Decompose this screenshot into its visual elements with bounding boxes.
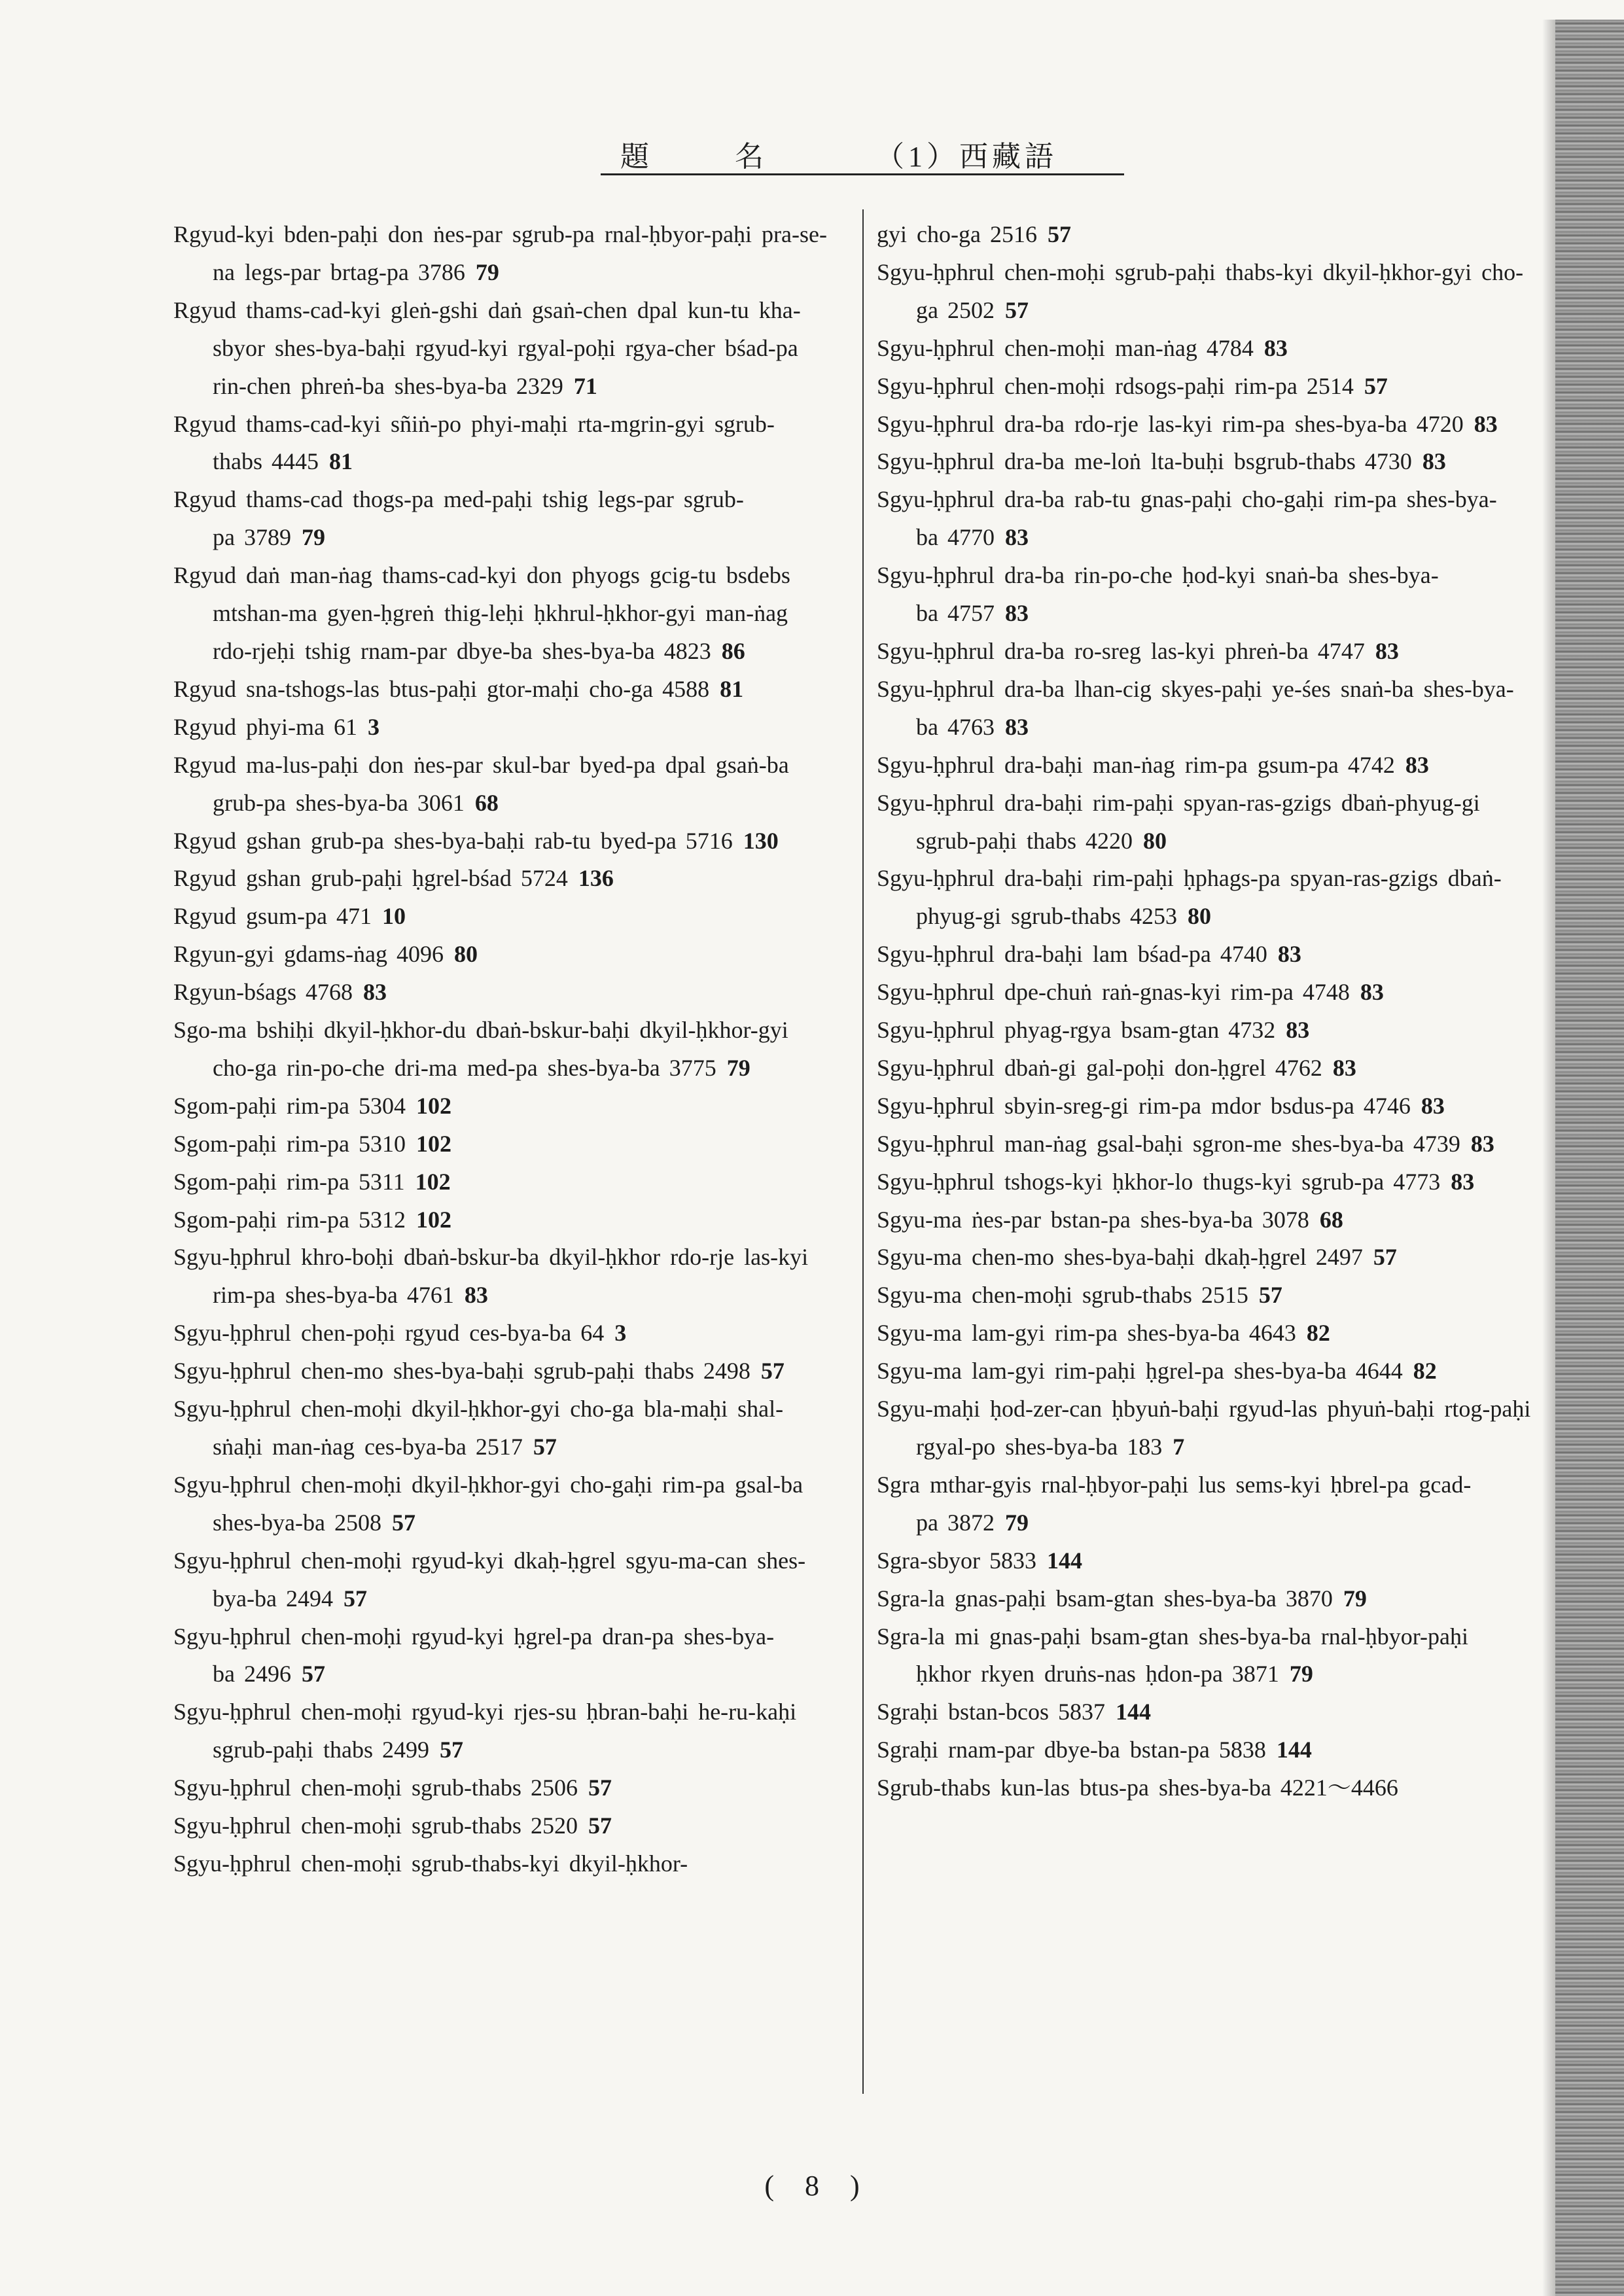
- entry-page: 57: [301, 1661, 325, 1687]
- index-entry: [877, 1466, 1531, 1542]
- entry-title: Sgyu-ḥphrul chen-moḥi dkyil-ḥkhor-gyi cho-gaḥi rim-pa gsal-ba shes-bya-ba: [173, 1471, 803, 1536]
- entry-number: 64: [580, 1320, 605, 1347]
- entry-number: 3061: [417, 789, 465, 816]
- index-entry: [877, 671, 1531, 747]
- entry-title: Sgom-paḥi rim-pa: [173, 1130, 349, 1157]
- entry-title: Sgyu-maḥi ḥod-zer-can ḥbyuṅ-baḥi rgyud-las phyuṅ-baḥi rtog-paḥi rgyal-po shes-bya-ba: [877, 1396, 1531, 1460]
- entry-title: Sgom-paḥi rim-pa: [173, 1168, 349, 1195]
- index-entry: [877, 1125, 1531, 1163]
- entry-title: Rgyud daṅ man-ṅag thams-cad-kyi don phyogs gcig-tu bsdebs mtshan-ma gyen-ḥgreṅ thig-leḥi ḥkhrul-ḥkhor-gyi man-ṅag rdo-rjeḥi tshig rnam-par dbye-ba shes-bya-ba: [173, 562, 790, 664]
- index-entry: [877, 368, 1531, 406]
- entry-title: Sgra-la mi gnas-paḥi bsam-gtan shes-bya-ba rnal-ḥbyor-paḥi ḥkhor rkyen druṅs-nas ḥdon-pa: [877, 1623, 1469, 1687]
- index-entry: [173, 936, 828, 974]
- entry-number: 2520: [530, 1812, 578, 1839]
- entry-number: 5833: [989, 1547, 1036, 1574]
- entry-page: 83: [1004, 600, 1029, 627]
- entry-page: 82: [1306, 1320, 1330, 1347]
- entry-title: Sgyu-ḥphrul phyag-rgya bsam-gtan: [877, 1017, 1220, 1044]
- index-entry: [877, 1012, 1531, 1050]
- entry-number: 2498: [703, 1358, 750, 1385]
- index-entry: [877, 1390, 1531, 1466]
- entry-title: Sgyu-ḥphrul chen-moḥi rdsogs-paḥi rim-pa: [877, 372, 1297, 399]
- entry-title: Sgyu-ḥphrul chen-moḥi sgrub-thabs: [173, 1812, 521, 1839]
- index-entry: [173, 1845, 828, 1883]
- entry-page: 80: [1187, 903, 1211, 930]
- index-entry: [173, 1542, 828, 1618]
- entry-number: 4730: [1364, 448, 1412, 475]
- entry-number: 61: [333, 713, 357, 740]
- entry-number: 5838: [1218, 1737, 1266, 1763]
- index-entry: [173, 1315, 828, 1352]
- index-entry: [877, 1201, 1531, 1239]
- entry-number: 3775: [669, 1054, 716, 1081]
- entry-title: Sgyu-ḥphrul chen-moḥi man-ṅag: [877, 334, 1197, 361]
- index-entry: [877, 406, 1531, 444]
- entry-title: Sgyu-ḥphrul dpe-chuṅ raṅ-gnas-kyi rim-pa: [877, 979, 1294, 1006]
- entry-number: 183: [1127, 1434, 1163, 1460]
- entry-number: 5837: [1057, 1699, 1105, 1725]
- index-entry: [173, 822, 828, 860]
- entry-page: 83: [1004, 524, 1029, 551]
- entry-number: 5311: [358, 1168, 405, 1195]
- index-entry: [877, 1618, 1531, 1694]
- entry-number: 471: [336, 903, 372, 930]
- index-entry: [877, 785, 1531, 860]
- index-entry: [877, 254, 1531, 330]
- entry-page: 7: [1173, 1434, 1185, 1460]
- entry-page: 3: [367, 713, 380, 740]
- entry-number: 2508: [334, 1509, 381, 1536]
- index-entry: [877, 1239, 1531, 1277]
- entry-title: Rgyud gshan grub-paḥi ḥgrel-bśad: [173, 865, 512, 892]
- entry-page: 57: [588, 1775, 612, 1801]
- entry-page: 80: [1142, 827, 1167, 854]
- entry-title: Rgyud thams-cad thogs-pa med-paḥi tshig legs-par sgrub-pa: [173, 486, 744, 551]
- index-entry: [877, 1580, 1531, 1618]
- entry-title: Sgyu-ḥphrul chen-moḥi dkyil-ḥkhor-gyi cho-ga bla-maḥi shal-sṅaḥi man-ṅag ces-bya-ba: [173, 1396, 784, 1460]
- entry-title: Sgyu-ḥphrul dra-ba lhan-cig skyes-paḥi ye-śes snaṅ-ba shes-bya-ba: [877, 675, 1514, 740]
- entry-title: Sgyu-ḥphrul dbaṅ-gi gal-poḥi don-ḥgrel: [877, 1054, 1266, 1081]
- entry-number: 2499: [381, 1737, 429, 1763]
- entry-page: 71: [573, 372, 597, 399]
- entry-number: 2329: [516, 372, 563, 399]
- entry-title: Sgyu-ma lam-gyi rim-pa shes-bya-ba: [877, 1320, 1240, 1347]
- entry-page: 81: [720, 675, 744, 702]
- entry-number: 2515: [1201, 1282, 1248, 1309]
- entry-page: 102: [415, 1206, 451, 1233]
- entry-title: Sgyu-ḥphrul chen-moḥi rgyud-kyi rjes-su ḥbran-baḥi he-ru-kaḥi sgrub-paḥi thabs: [173, 1699, 797, 1763]
- index-entry: [173, 1618, 828, 1694]
- entry-number: 3789: [243, 524, 291, 551]
- entry-page: 83: [1421, 1092, 1445, 1119]
- entry-title: Rgyud sna-tshogs-las btus-paḥi gtor-maḥi cho-ga: [173, 675, 654, 702]
- entry-page: 83: [1470, 1130, 1494, 1157]
- entry-number: 3871: [1231, 1661, 1279, 1687]
- entry-title: Rgyud gshan grub-pa shes-bya-baḥi rab-tu byed-pa: [173, 827, 677, 854]
- entry-number: 4445: [272, 448, 319, 475]
- index-entry: [173, 481, 828, 557]
- index-entry: [877, 1542, 1531, 1580]
- index-entry: [173, 1125, 828, 1163]
- index-entry: [173, 1012, 828, 1087]
- entry-title: Sgo-ma bshiḥi dkyil-ḥkhor-du dbaṅ-bskur-baḥi dkyil-ḥkhor-gyi cho-ga rin-po-che dri-ma med-pa shes-bya-ba: [173, 1017, 788, 1081]
- entry-title: Sgyu-ḥphrul chen-moḥi sgrub-thabs: [173, 1775, 521, 1801]
- entry-page: 57: [1258, 1282, 1282, 1309]
- entry-title: Sgyu-ḥphrul chen-moḥi sgrub-paḥi thabs-kyi dkyil-ḥkhor-gyi cho-ga: [877, 258, 1524, 323]
- entry-number: 2494: [285, 1585, 333, 1612]
- entry-number: 2506: [530, 1775, 578, 1801]
- index-entry: [877, 747, 1531, 785]
- entry-title: Sgyu-ḥphrul chen-poḥi rgyud ces-bya-ba: [173, 1320, 572, 1347]
- index-entry: [173, 860, 828, 898]
- entry-page: 81: [329, 448, 353, 475]
- index-entry: [173, 1693, 828, 1769]
- entry-page: 144: [1115, 1699, 1151, 1725]
- entry-page: 83: [1286, 1017, 1310, 1044]
- entry-number: 4748: [1302, 979, 1350, 1006]
- entry-page: 144: [1046, 1547, 1082, 1574]
- entry-page: 57: [1373, 1244, 1397, 1271]
- entry-title: Sgrub-thabs kun-las btus-pa shes-bya-ba: [877, 1775, 1271, 1801]
- index-entry: [877, 1352, 1531, 1390]
- entry-number: 4763: [947, 713, 995, 740]
- entry-number: 4644: [1355, 1358, 1403, 1385]
- entry-title: Sgyu-ḥphrul chen-moḥi rgyud-kyi ḥgrel-pa dran-pa shes-bya-ba: [173, 1623, 775, 1687]
- index-entry: [877, 557, 1531, 633]
- entry-title: Rgyud gsum-pa: [173, 903, 327, 930]
- entry-page: 57: [1047, 221, 1071, 247]
- index-entry: [173, 1352, 828, 1390]
- entry-page: 83: [1405, 751, 1429, 778]
- entry-title: Sgyu-ḥphrul man-ṅag gsal-baḥi sgron-me shes-bya-ba: [877, 1130, 1404, 1157]
- index-entry: [877, 481, 1531, 557]
- entry-number: 5312: [358, 1206, 406, 1233]
- index-entry: [877, 633, 1531, 671]
- index-entry: [877, 1163, 1531, 1201]
- index-entry: [877, 443, 1531, 481]
- index-entry: [877, 1277, 1531, 1315]
- entry-title: Rgyun-gyi gdams-ṅag: [173, 941, 387, 968]
- entry-number: 4740: [1220, 941, 1267, 968]
- entry-title: Sgom-paḥi rim-pa: [173, 1092, 349, 1119]
- entry-page: 79: [475, 258, 499, 285]
- index-entry: [173, 1163, 828, 1201]
- entry-title: Sgyu-ḥphrul dra-ba rdo-rje las-kyi rim-pa shes-bya-ba: [877, 410, 1407, 437]
- entry-title: Sgyu-ḥphrul chen-moḥi rgyud-kyi dkaḥ-ḥgrel sgyu-ma-can shes-bya-ba: [173, 1547, 806, 1612]
- entry-page: 83: [1004, 713, 1029, 740]
- entry-number: 4762: [1275, 1054, 1322, 1081]
- entry-page: 79: [1289, 1661, 1313, 1687]
- entry-page: 79: [1004, 1509, 1029, 1536]
- entry-title: Sgyu-ma chen-mo shes-bya-baḥi dkaḥ-ḥgrel: [877, 1244, 1307, 1271]
- entry-number: 4096: [396, 941, 444, 968]
- entry-title: Sgyu-ḥphrul dra-ba rin-po-che ḥod-kyi snaṅ-ba shes-bya-ba: [877, 562, 1439, 627]
- index-entry: [877, 1693, 1531, 1731]
- index-entry: [877, 936, 1531, 974]
- index-entry: [877, 330, 1531, 368]
- entry-number: 3786: [417, 258, 465, 285]
- entry-page: 83: [464, 1282, 488, 1309]
- index-entry: [877, 1769, 1531, 1807]
- entry-page: 102: [415, 1130, 451, 1157]
- right-column: [877, 216, 1531, 1807]
- entry-page: 83: [1451, 1168, 1475, 1195]
- entry-title: Sgyu-ḥphrul dra-baḥi lam bśad-pa: [877, 941, 1211, 968]
- index-entry: [877, 1087, 1531, 1125]
- entry-page: 102: [415, 1168, 451, 1195]
- entry-number: 4823: [663, 637, 711, 664]
- entry-number: 4746: [1363, 1092, 1411, 1119]
- entry-number: 4220: [1085, 827, 1133, 854]
- entry-title: Sgyu-ma ṅes-par bstan-pa shes-bya-ba: [877, 1206, 1253, 1233]
- entry-number: 2516: [989, 221, 1037, 247]
- entry-page: 3: [614, 1320, 627, 1347]
- entry-number: 2502: [947, 296, 995, 323]
- entry-page: 79: [726, 1054, 750, 1081]
- scan-shadow-edge: [1555, 20, 1624, 2296]
- index-entry: [173, 1390, 828, 1466]
- index-entry: [173, 1769, 828, 1807]
- entry-title: Sgra mthar-gyis rnal-ḥbyor-paḥi lus sems-kyi ḥbrel-pa gcad-pa: [877, 1471, 1472, 1536]
- index-entry: [877, 974, 1531, 1012]
- entry-number: 3870: [1285, 1585, 1333, 1612]
- entry-title: Sgyu-ḥphrul dra-baḥi man-ṅag rim-pa gsum-pa: [877, 751, 1339, 778]
- entry-number: 4747: [1317, 637, 1365, 664]
- entry-number: 4221〜4466: [1280, 1775, 1398, 1801]
- entry-title: Sgyu-ḥphrul dra-ba ro-sreg las-kyi phreṅ-ba: [877, 637, 1309, 664]
- index-entry: [173, 898, 828, 936]
- entry-number: 4773: [1393, 1168, 1441, 1195]
- index-entry: [173, 1201, 828, 1239]
- header-section: （1）西藏語: [875, 141, 1057, 173]
- entry-title: Rgyun-bśags: [173, 979, 296, 1006]
- index-entry: [173, 671, 828, 709]
- index-entry: [173, 974, 828, 1012]
- entry-number: 4739: [1413, 1130, 1460, 1157]
- entry-title: Sgyu-ḥphrul chen-moḥi sgrub-thabs-kyi dkyil-ḥkhor-: [173, 1850, 688, 1877]
- entry-page: 83: [1474, 410, 1498, 437]
- entry-number: 5716: [685, 827, 733, 854]
- entry-number: 4768: [306, 979, 353, 1006]
- entry-page: 83: [363, 979, 387, 1006]
- index-entry: [877, 1315, 1531, 1352]
- column-divider: [862, 209, 864, 2094]
- entry-page: 10: [382, 903, 406, 930]
- entry-page: 83: [1422, 448, 1446, 475]
- entry-number: 5310: [358, 1130, 406, 1157]
- entry-page: 68: [1319, 1206, 1343, 1233]
- entry-page: 57: [1364, 372, 1388, 399]
- entry-page: 83: [1263, 334, 1288, 361]
- entry-number: 4742: [1347, 751, 1395, 778]
- index-entry: [877, 1731, 1531, 1769]
- entry-title: Rgyud thams-cad-kyi sñiṅ-po phyi-maḥi rta-mgrin-gyi sgrub-thabs: [173, 410, 775, 475]
- entry-title: Sgom-paḥi rim-pa: [173, 1206, 349, 1233]
- index-entry-continuation: [877, 216, 1531, 254]
- entry-page: 57: [588, 1812, 612, 1839]
- entry-title: gyi cho-ga: [877, 221, 981, 247]
- entry-page: 57: [533, 1434, 557, 1460]
- entry-title: Sgra-sbyor: [877, 1547, 980, 1574]
- entry-page: 130: [743, 827, 779, 854]
- entry-page: 82: [1413, 1358, 1437, 1385]
- entry-title: Sgyu-ḥphrul chen-mo shes-bya-baḥi sgrub-paḥi thabs: [173, 1358, 694, 1385]
- entry-title: Sgyu-ḥphrul khro-boḥi dbaṅ-bskur-ba dkyil-ḥkhor rdo-rje las-kyi rim-pa shes-bya-ba: [173, 1244, 809, 1309]
- entry-number: 4588: [662, 675, 710, 702]
- entry-page: 57: [343, 1585, 367, 1612]
- header-title: 題 名: [620, 141, 803, 173]
- entry-title: Sgra-la gnas-paḥi bsam-gtan shes-bya-ba: [877, 1585, 1277, 1612]
- index-entry: [173, 1239, 828, 1315]
- entry-number: 3872: [947, 1509, 995, 1536]
- left-column: [173, 216, 828, 1883]
- index-entry: [173, 747, 828, 822]
- index-entry: [173, 1466, 828, 1542]
- entry-number: 3078: [1262, 1206, 1309, 1233]
- entry-number: 4770: [947, 524, 995, 551]
- entry-title: Rgyud thams-cad-kyi gleṅ-gshi daṅ gsaṅ-chen dpal kun-tu kha-sbyor shes-bya-baḥi rgyud-kyi rgyal-poḥi rgya-cher bśad-pa rin-chen phreṅ-ba shes-bya-ba: [173, 296, 801, 399]
- entry-page: 83: [1375, 637, 1399, 664]
- entry-page: 57: [439, 1737, 463, 1763]
- entry-page: 80: [453, 941, 478, 968]
- entry-number: 4720: [1416, 410, 1464, 437]
- entry-title: Sgyu-ma lam-gyi rim-paḥi ḥgrel-pa shes-bya-ba: [877, 1358, 1347, 1385]
- entry-page: 144: [1276, 1737, 1312, 1763]
- page-header: [601, 128, 1124, 175]
- entry-number: 4253: [1129, 903, 1177, 930]
- entry-number: 2517: [475, 1434, 523, 1460]
- entry-title: Rgyud phyi-ma: [173, 713, 325, 740]
- entry-page: 57: [1004, 296, 1029, 323]
- entry-title: Sgyu-ḥphrul tshogs-kyi ḥkhor-lo thugs-kyi sgrub-pa: [877, 1168, 1385, 1195]
- entry-number: 4732: [1228, 1017, 1276, 1044]
- entry-title: Sgyu-ḥphrul dra-baḥi rim-paḥi ḥphags-pa spyan-ras-gzigs dbaṅ-phyug-gi sgrub-thabs: [877, 865, 1502, 930]
- index-entry: [173, 557, 828, 671]
- entry-number: 2514: [1306, 372, 1354, 399]
- entry-number: 5724: [520, 865, 568, 892]
- entry-title: Sgraḥi bstan-bcos: [877, 1699, 1049, 1725]
- index-entry: [173, 292, 828, 406]
- entry-page: 102: [415, 1092, 451, 1119]
- entry-title: Sgyu-ma chen-moḥi sgrub-thabs: [877, 1282, 1192, 1309]
- entry-page: 57: [760, 1358, 785, 1385]
- entry-page: 57: [391, 1509, 415, 1536]
- entry-page: 83: [1360, 979, 1384, 1006]
- entry-number: 4643: [1248, 1320, 1296, 1347]
- index-entry: [173, 1087, 828, 1125]
- index-entry: [173, 406, 828, 482]
- entry-title: Rgyud ma-lus-paḥi don ṅes-par skul-bar byed-pa dpal gsaṅ-ba grub-pa shes-bya-ba: [173, 751, 789, 816]
- entry-number: 4761: [406, 1282, 454, 1309]
- entry-number: 2497: [1315, 1244, 1363, 1271]
- index-entry: [173, 709, 828, 747]
- page-number: ( 8 ): [764, 2170, 872, 2202]
- index-entry: [877, 1050, 1531, 1087]
- entry-page: 68: [474, 789, 499, 816]
- entry-page: 79: [301, 524, 325, 551]
- entry-page: 83: [1332, 1054, 1356, 1081]
- index-entry: [173, 216, 828, 292]
- entry-title: Sgyu-ḥphrul dra-ba me-loṅ lta-buḥi bsgrub-thabs: [877, 448, 1356, 475]
- entry-number: 4757: [947, 600, 995, 627]
- entry-title: Sgraḥi rnam-par dbye-ba bstan-pa: [877, 1737, 1210, 1763]
- entry-number: 5304: [358, 1092, 406, 1119]
- entry-number: 2496: [243, 1661, 291, 1687]
- entry-page: 86: [721, 637, 745, 664]
- entry-title: Rgyud-kyi bden-paḥi don ṅes-par sgrub-pa rnal-ḥbyor-paḥi pra-se-na legs-par brtag-pa: [173, 221, 827, 285]
- index-entry: [877, 860, 1531, 936]
- entry-page: 83: [1277, 941, 1301, 968]
- entry-number: 4784: [1206, 334, 1254, 361]
- entry-title: Sgyu-ḥphrul dra-baḥi rim-paḥi spyan-ras-gzigs dbaṅ-phyug-gi sgrub-paḥi thabs: [877, 789, 1480, 854]
- entry-title: Sgyu-ḥphrul dra-ba rab-tu gnas-paḥi cho-gaḥi rim-pa shes-bya-ba: [877, 486, 1497, 551]
- index-entry: [173, 1807, 828, 1845]
- entry-page: 79: [1343, 1585, 1367, 1612]
- entry-page: 136: [578, 865, 614, 892]
- entry-title: Sgyu-ḥphrul sbyin-sreg-gi rim-pa mdor bsdus-pa: [877, 1092, 1354, 1119]
